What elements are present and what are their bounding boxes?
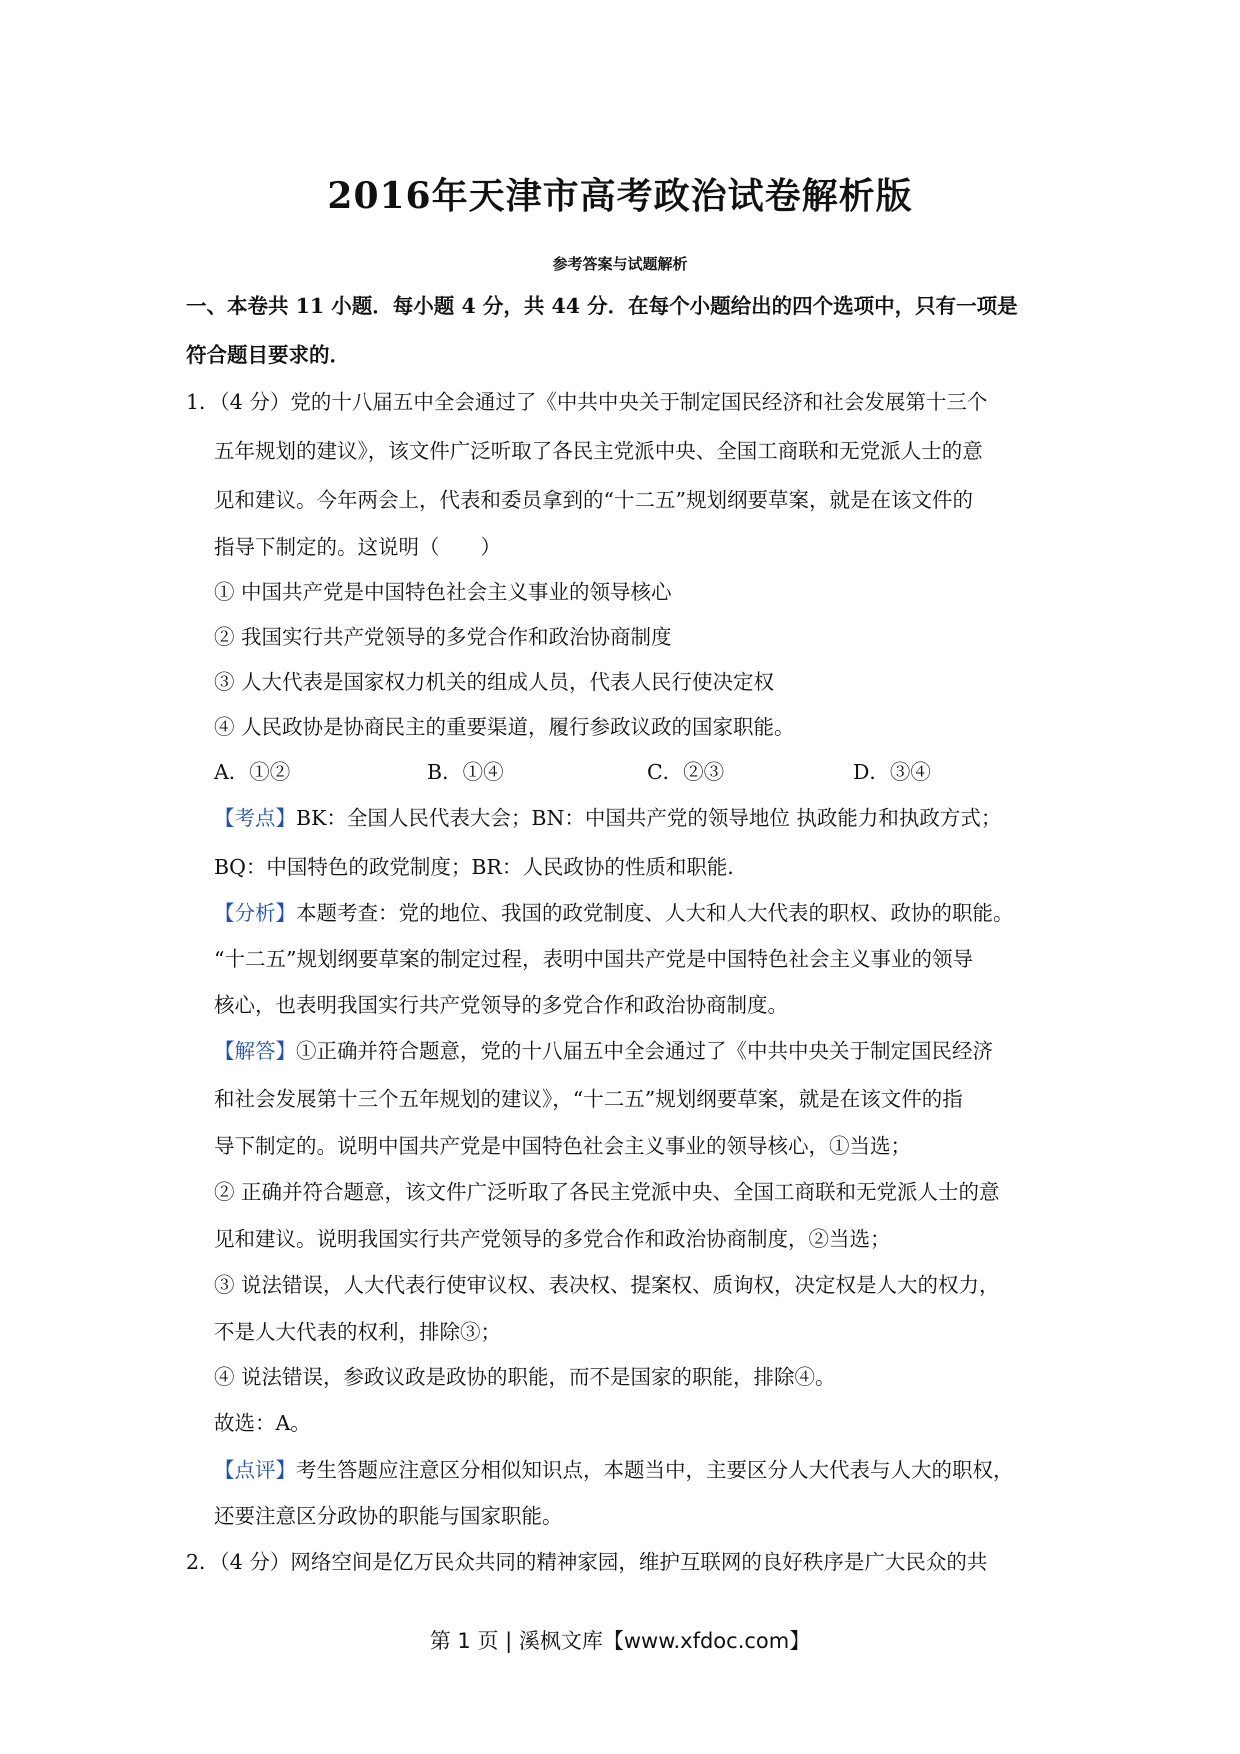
q1-jieda-line-7: 不是人大代表的权利，排除③；: [214, 1320, 501, 1344]
q1-option-d: D．③④: [853, 760, 931, 784]
q1-jieda-line-5: 见和建议。说明我国实行共产党领导的多党合作和政治协商制度，②当选；: [214, 1227, 891, 1251]
q1-stem-line-4: 指导下制定的。这说明（ ）: [214, 535, 501, 559]
kaodian-text: BK：全国人民代表大会；BN：中国共产党的领导地位 执政能力和执政方式；: [296, 806, 1002, 830]
q2-stem-line-1: 2．（4 分）网络空间是亿万民众共同的精神家园，维护互联网的良好秩序是广大民众的共: [186, 1550, 988, 1574]
q1-stem-line-2: 五年规划的建议》，该文件广泛听取了各民主党派中央、全国工商联和无党派人士的意: [214, 439, 983, 463]
q1-jieda-line-6: ③ 说法错误，人大代表行使审议权、表决权、提案权、质询权，决定权是人大的权力，: [214, 1273, 1000, 1297]
q1-statement-1: ① 中国共产党是中国特色社会主义事业的领导核心: [214, 580, 672, 604]
q1-jieda-line-3: 导下制定的。说明中国共产党是中国特色社会主义事业的领导核心，①当选；: [214, 1134, 911, 1158]
q1-kaodian-line-2: BQ：中国特色的政党制度；BR：人民政协的性质和职能．: [214, 855, 748, 879]
section-heading-line-2: 符合题目要求的．: [186, 343, 350, 367]
kaodian-tag: 【考点】: [214, 806, 296, 830]
q1-kaodian-line-1: [214, 804, 1001, 832]
page-subtitle: 参考答案与试题解析: [552, 255, 688, 273]
q1-dianping-line-1: [214, 1456, 1014, 1484]
jieda-tag: 【解答】: [214, 1039, 296, 1063]
q1-fenxi-line-1: [214, 899, 1014, 927]
q1-jieda-line-8: ④ 说法错误，参政议政是政协的职能，而不是国家的职能，排除④。: [214, 1365, 836, 1389]
page-footer: 第 1 页 | 溪枫文库【www.xfdoc.com】: [429, 1629, 811, 1653]
q1-jieda-line-9: 故选：A。: [214, 1411, 311, 1435]
q1-option-b: B．①④: [427, 760, 504, 784]
fenxi-text: 本题考查：党的地位、我国的政党制度、人大和人大代表的职权、政协的职能。: [296, 901, 1014, 925]
jieda-text: ①正确并符合题意，党的十八届五中全会通过了《中共中央关于制定国民经济: [296, 1039, 993, 1063]
q1-stem-line-1: 1．（4 分）党的十八届五中全会通过了《中共中央关于制定国民经济和社会发展第十三个: [186, 390, 988, 414]
q1-dianping-line-2: 还要注意区分政协的职能与国家职能。: [214, 1504, 563, 1528]
q1-fenxi-line-3: 核心，也表明我国实行共产党领导的多党合作和政治协商制度。: [214, 993, 788, 1017]
q1-option-a: A．①②: [214, 760, 291, 784]
dianping-tag: 【点评】: [214, 1458, 296, 1482]
q1-statement-3: ③ 人大代表是国家权力机关的组成人员，代表人民行使决定权: [214, 670, 775, 694]
q1-jieda-line-1: [214, 1037, 993, 1065]
q1-statement-2: ② 我国实行共产党领导的多党合作和政治协商制度: [214, 625, 672, 649]
fenxi-tag: 【分析】: [214, 901, 296, 925]
q1-jieda-line-4: ② 正确并符合题意，该文件广泛听取了各民主党派中央、全国工商联和无党派人士的意: [214, 1180, 1000, 1204]
dianping-text: 考生答题应注意区分相似知识点，本题当中，主要区分人大代表与人大的职权，: [296, 1458, 1014, 1482]
q1-option-c: C．②③: [647, 760, 725, 784]
q1-fenxi-line-2: “十二五”规划纲要草案的制定过程，表明中国共产党是中国特色社会主义事业的领导: [214, 947, 973, 971]
q1-stem-line-3: 见和建议。今年两会上，代表和委员拿到的“十二五”规划纲要草案，就是在该文件的: [214, 488, 973, 512]
q1-statement-4: ④ 人民政协是协商民主的重要渠道，履行参政议政的国家职能。: [214, 715, 795, 739]
q1-jieda-line-2: 和社会发展第十三个五年规划的建议》，“十二五”规划纲要草案，就是在该文件的指: [214, 1087, 963, 1111]
page-title: 2016年天津市高考政治试卷解析版: [327, 175, 913, 217]
section-heading-line-1: 一、本卷共 11 小题．每小题 4 分，共 44 分．在每个小题给出的四个选项中，只有一项是: [186, 294, 1018, 318]
